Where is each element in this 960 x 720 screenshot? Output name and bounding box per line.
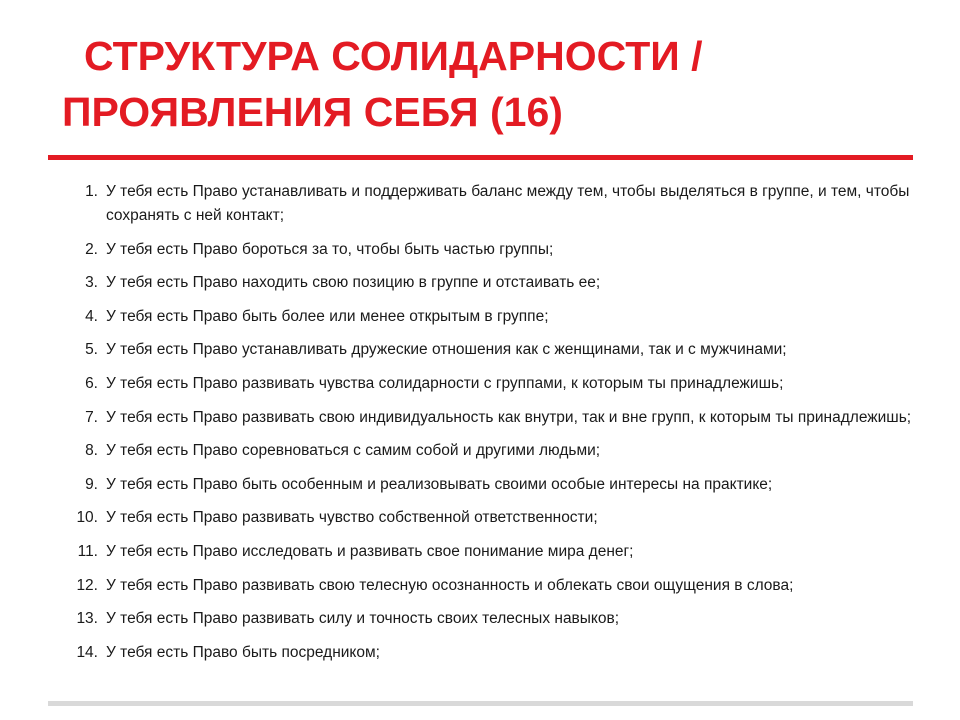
- list-item: [48, 305, 918, 329]
- item-text: У тебя есть Право бороться за то, чтобы быть частью группы;: [106, 240, 554, 258]
- item-text: У тебя есть Право развивать силу и точность своих телесных навыков;: [106, 610, 620, 628]
- list-item: [48, 641, 918, 665]
- footer-divider: [48, 701, 913, 706]
- item-text: У тебя есть Право развивать чувства солидарности с группами, к которым ты принадлежишь;: [106, 374, 784, 392]
- item-text: У тебя есть Право развивать свою телесную осознанность и облекать свои ощущения в слова;: [106, 576, 794, 594]
- list-item: [48, 473, 918, 497]
- item-text: У тебя есть Право устанавливать и поддерживать баланс между тем, чтобы выделяться в группе, и тем, чтобы сохранять с ней контакт;: [106, 183, 910, 224]
- list-item: [48, 338, 918, 362]
- list-item: [48, 506, 918, 530]
- list-item: [48, 607, 918, 631]
- item-number: 3.: [85, 274, 98, 292]
- item-number: 13.: [76, 610, 98, 628]
- item-text: У тебя есть Право быть более или менее открытым в группе;: [106, 307, 549, 325]
- item-number: 11.: [77, 542, 98, 560]
- title-line-2: ПРОЯВЛЕНИЯ СЕБЯ (16): [62, 89, 563, 135]
- item-number: 2.: [85, 240, 98, 258]
- list-item: [48, 372, 918, 396]
- item-text: У тебя есть Право устанавливать дружеские отношения как с женщинами, так и с мужчинами;: [106, 341, 787, 359]
- list-item: [48, 406, 918, 430]
- list-item: [48, 540, 918, 564]
- list-item: [48, 180, 918, 228]
- item-number: 6.: [85, 374, 98, 392]
- item-number: 4.: [85, 307, 98, 325]
- item-text: У тебя есть Право развивать чувство собственной ответственности;: [106, 509, 598, 527]
- item-number: 14.: [76, 643, 98, 661]
- title-line-1: СТРУКТУРА СОЛИДАРНОСТИ /: [84, 33, 703, 79]
- list-item: [48, 271, 918, 295]
- slide-title: [62, 28, 922, 140]
- item-text: У тебя есть Право развивать свою индивидуальность как внутри, так и вне групп, к которым ты принадлежишь;: [106, 408, 912, 426]
- item-text: У тебя есть Право быть особенным и реализовывать своими особые интересы на практике;: [106, 475, 773, 493]
- item-number: 5.: [85, 341, 98, 359]
- item-number: 9.: [85, 475, 98, 493]
- list-item: [48, 439, 918, 463]
- list-item: [48, 574, 918, 598]
- list-item: [48, 238, 918, 262]
- item-text: У тебя есть Право соревноваться с самим собой и другими людьми;: [106, 442, 601, 460]
- rights-list: [48, 180, 918, 674]
- title-divider: [48, 155, 913, 160]
- item-number: 7.: [85, 408, 98, 426]
- item-number: 1.: [85, 183, 98, 200]
- item-text: У тебя есть Право исследовать и развивать свое понимание мира денег;: [106, 542, 634, 560]
- item-text: У тебя есть Право находить свою позицию в группе и отстаивать ее;: [106, 274, 601, 292]
- item-text: У тебя есть Право быть посредником;: [106, 643, 380, 661]
- item-number: 8.: [85, 442, 98, 460]
- item-number: 12.: [76, 576, 98, 594]
- item-number: 10.: [76, 509, 98, 527]
